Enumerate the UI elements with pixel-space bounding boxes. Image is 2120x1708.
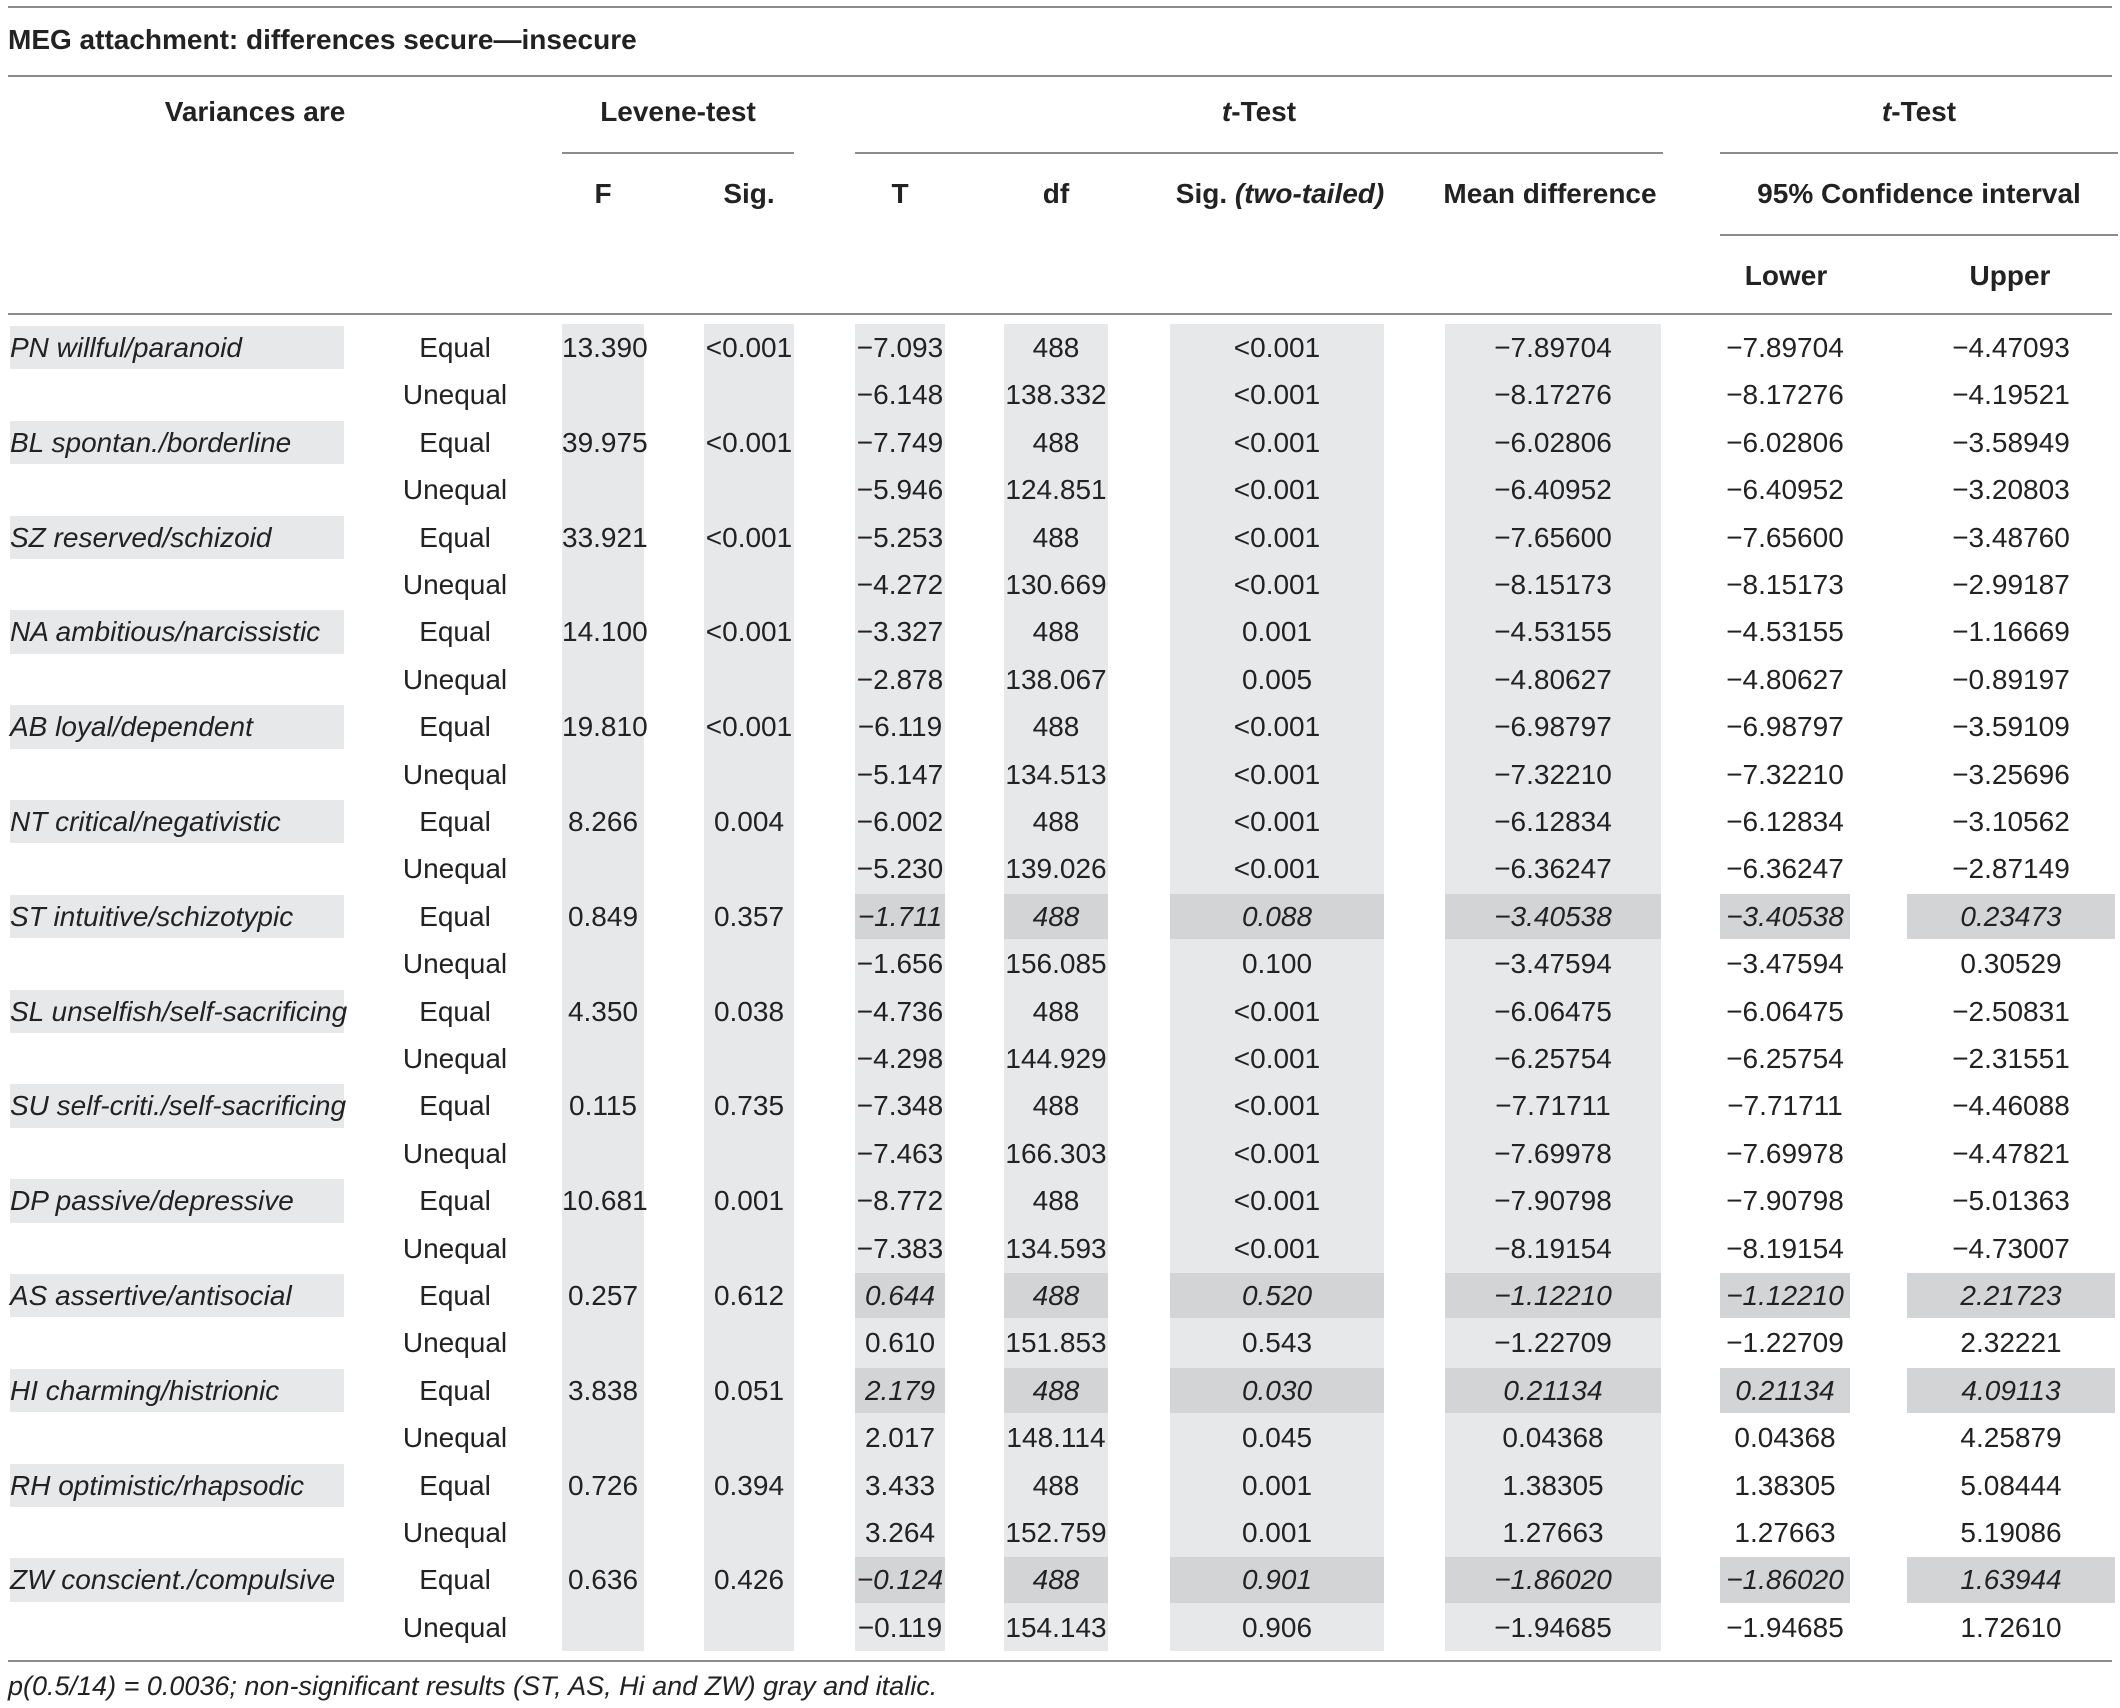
cell-lower: −6.06475 bbox=[1726, 995, 1844, 1027]
cell-df: 488 bbox=[1032, 1469, 1080, 1501]
cell-upper: −5.01363 bbox=[1952, 1185, 2070, 1217]
cell-sig: 0.038 bbox=[713, 995, 785, 1027]
variance-type-unequal: Unequal bbox=[402, 474, 508, 506]
row-label: SZ reserved/schizoid bbox=[10, 521, 272, 553]
cell-T: −5.946 bbox=[856, 474, 944, 506]
cell-upper: −2.87149 bbox=[1952, 853, 2070, 885]
cell-upper: −3.48760 bbox=[1952, 521, 2070, 553]
cell-upper: 1.63944 bbox=[1960, 1564, 2062, 1596]
cell-lower: −6.40952 bbox=[1726, 474, 1844, 506]
variance-type-equal: Equal bbox=[419, 1564, 491, 1596]
cell-md: −6.40952 bbox=[1494, 474, 1612, 506]
header-T: T bbox=[891, 178, 909, 209]
cell-df: 488 bbox=[1032, 332, 1080, 363]
cell-lower: −7.71711 bbox=[1727, 1090, 1843, 1122]
variance-type-equal: Equal bbox=[419, 1374, 491, 1406]
cell-df: 144.929 bbox=[1005, 1043, 1107, 1074]
cell-md: −7.32210 bbox=[1494, 758, 1612, 790]
header-mean-difference: Mean difference bbox=[1443, 178, 1657, 209]
cell-md: −6.25754 bbox=[1494, 1043, 1612, 1074]
variance-type-unequal: Unequal bbox=[402, 1517, 508, 1548]
cell-md: −7.71711 bbox=[1495, 1090, 1611, 1122]
cell-T: −7.093 bbox=[856, 332, 944, 363]
cell-sig2: 0.520 bbox=[1241, 1280, 1313, 1311]
cell-T: −0.124 bbox=[856, 1564, 944, 1596]
variance-type-unequal: Unequal bbox=[402, 1611, 508, 1643]
cell-sig2: <0.001 bbox=[1233, 995, 1321, 1027]
cell-F: 3.838 bbox=[567, 1374, 639, 1406]
variance-type-equal: Equal bbox=[419, 900, 491, 932]
cell-md: 0.04368 bbox=[1502, 1422, 1604, 1454]
cell-T: −2.878 bbox=[856, 663, 944, 695]
row-label: AS assertive/antisocial bbox=[10, 1280, 292, 1311]
cell-df: 138.332 bbox=[1005, 379, 1107, 411]
cell-lower: −7.69978 bbox=[1726, 1137, 1844, 1169]
variance-type-unequal: Unequal bbox=[402, 1422, 508, 1454]
header-confidence-interval: 95% Confidence interval bbox=[1757, 178, 2081, 209]
cell-df: 152.759 bbox=[1005, 1517, 1107, 1548]
cell-F: 8.266 bbox=[567, 806, 639, 837]
ttest-ci-underline bbox=[1720, 152, 2118, 154]
cell-lower: 1.38305 bbox=[1734, 1469, 1836, 1501]
cell-lower: −4.80627 bbox=[1726, 663, 1844, 695]
cell-df: 138.067 bbox=[1005, 663, 1107, 695]
header-ttest-rest: -Test bbox=[1231, 96, 1297, 127]
cell-sig2: <0.001 bbox=[1233, 521, 1321, 553]
cell-df: 124.851 bbox=[1005, 474, 1107, 506]
cell-df: 151.853 bbox=[1005, 1327, 1107, 1359]
cell-md: −4.80627 bbox=[1494, 663, 1612, 695]
cell-sig: 0.612 bbox=[713, 1280, 785, 1311]
cell-lower: −6.36247 bbox=[1726, 853, 1844, 885]
cell-upper: −3.59109 bbox=[1952, 711, 2070, 743]
cell-df: 134.593 bbox=[1005, 1232, 1107, 1264]
cell-md: −8.19154 bbox=[1494, 1232, 1612, 1264]
footnote: p(0.5/14) = 0.0036; non-significant results (ST, AS, Hi and ZW) gray and italic. bbox=[8, 1671, 938, 1701]
header-sig-two-tailed bbox=[1155, 174, 1405, 214]
variance-type-unequal: Unequal bbox=[402, 663, 508, 695]
cell-T: −6.148 bbox=[856, 379, 944, 411]
header-sig2-italic: (two-tailed) bbox=[1234, 178, 1385, 209]
cell-upper: −2.50831 bbox=[1952, 995, 2070, 1027]
cell-lower: −4.53155 bbox=[1726, 616, 1844, 648]
cell-sig2: <0.001 bbox=[1233, 711, 1321, 743]
cell-F: 39.975 bbox=[562, 426, 648, 458]
cell-md: −1.86020 bbox=[1494, 1564, 1612, 1596]
cell-T: −6.119 bbox=[857, 711, 943, 743]
cell-sig2: 0.901 bbox=[1241, 1564, 1313, 1596]
cell-T: −1.711 bbox=[857, 900, 943, 932]
row-label: SU self-criti./self-sacrificing bbox=[10, 1090, 347, 1122]
cell-T: −7.463 bbox=[856, 1137, 944, 1169]
cell-upper: 0.23473 bbox=[1960, 900, 2062, 932]
cell-md: −8.15173 bbox=[1494, 569, 1612, 600]
cell-F: 19.810 bbox=[562, 711, 648, 743]
cell-df: 488 bbox=[1032, 1374, 1080, 1406]
cell-sig2: <0.001 bbox=[1233, 1232, 1321, 1264]
cell-sig2: <0.001 bbox=[1233, 1185, 1321, 1217]
levene-underline bbox=[562, 152, 794, 154]
cell-md: 0.21134 bbox=[1503, 1374, 1603, 1406]
cell-md: −6.02806 bbox=[1494, 426, 1612, 458]
cell-upper: −4.19521 bbox=[1952, 379, 2070, 411]
cell-sig2: <0.001 bbox=[1233, 569, 1321, 600]
cell-T: −1.656 bbox=[856, 948, 944, 980]
cell-lower: −3.40538 bbox=[1726, 900, 1844, 932]
cell-T: −7.348 bbox=[856, 1090, 944, 1122]
bottom-rule bbox=[8, 1660, 2112, 1662]
cell-T: 0.644 bbox=[864, 1280, 936, 1311]
header-ttest-ci bbox=[1720, 92, 2118, 132]
cell-lower: −1.12210 bbox=[1726, 1280, 1844, 1311]
cell-upper: 1.72610 bbox=[1960, 1611, 2062, 1643]
header-sig2-plain: Sig. bbox=[1175, 178, 1235, 209]
cell-md: −1.12210 bbox=[1494, 1280, 1612, 1311]
cell-lower: −7.32210 bbox=[1726, 758, 1844, 790]
row-label: PN willful/paranoid bbox=[10, 332, 242, 363]
header-F: F bbox=[594, 178, 612, 209]
variance-type-unequal: Unequal bbox=[402, 758, 508, 790]
cell-upper: −2.31551 bbox=[1952, 1043, 2070, 1074]
cell-upper: 4.25879 bbox=[1960, 1422, 2062, 1454]
cell-F: 0.636 bbox=[567, 1564, 639, 1596]
row-label: AB loyal/dependent bbox=[10, 711, 253, 743]
cell-T: 3.264 bbox=[864, 1517, 936, 1548]
cell-md: −6.06475 bbox=[1494, 995, 1612, 1027]
header-lower: Lower bbox=[1744, 260, 1828, 291]
cell-T: −6.002 bbox=[856, 806, 944, 837]
cell-md: 1.38305 bbox=[1502, 1469, 1604, 1501]
cell-F: 14.100 bbox=[562, 616, 648, 648]
variance-type-equal: Equal bbox=[419, 616, 491, 648]
variance-type-equal: Equal bbox=[419, 521, 491, 553]
cell-df: 166.303 bbox=[1005, 1137, 1107, 1169]
cell-sig2: <0.001 bbox=[1233, 1137, 1321, 1169]
header-sig: Sig. bbox=[723, 178, 775, 209]
cell-df: 488 bbox=[1032, 1280, 1080, 1311]
cell-df: 488 bbox=[1032, 900, 1080, 932]
cell-sig2: 0.100 bbox=[1241, 948, 1313, 980]
header-bottom-rule bbox=[8, 313, 2112, 315]
cell-upper: 5.08444 bbox=[1960, 1469, 2062, 1501]
cell-upper: −4.47821 bbox=[1952, 1137, 2070, 1169]
cell-sig2: 0.045 bbox=[1241, 1422, 1313, 1454]
cell-sig2: <0.001 bbox=[1233, 1090, 1321, 1122]
cell-T: −7.383 bbox=[856, 1232, 944, 1264]
cell-T: 2.179 bbox=[864, 1374, 936, 1406]
cell-T: −4.736 bbox=[856, 995, 944, 1027]
cell-sig: 0.051 bbox=[713, 1374, 785, 1406]
cell-sig2: 0.005 bbox=[1241, 663, 1313, 695]
cell-F: 33.921 bbox=[562, 521, 648, 553]
cell-sig: <0.001 bbox=[705, 521, 793, 553]
variance-type-unequal: Unequal bbox=[402, 1043, 508, 1074]
ttest-underline bbox=[855, 152, 1663, 154]
cell-sig: <0.001 bbox=[705, 711, 793, 743]
cell-sig2: 0.906 bbox=[1241, 1611, 1313, 1643]
cell-sig2: 0.001 bbox=[1241, 1517, 1313, 1548]
cell-df: 488 bbox=[1032, 521, 1080, 553]
row-label: ZW conscient./compulsive bbox=[10, 1564, 336, 1596]
cell-sig2: <0.001 bbox=[1233, 474, 1321, 506]
cell-md: −1.94685 bbox=[1494, 1611, 1612, 1643]
row-label: NT critical/negativistic bbox=[10, 806, 281, 837]
cell-sig2: 0.088 bbox=[1241, 900, 1313, 932]
variance-type-unequal: Unequal bbox=[402, 948, 508, 980]
cell-F: 0.115 bbox=[569, 1090, 637, 1122]
cell-sig: 0.004 bbox=[713, 806, 785, 837]
cell-T: 2.017 bbox=[864, 1422, 936, 1454]
cell-F: 10.681 bbox=[562, 1185, 648, 1217]
cell-F: 4.350 bbox=[567, 995, 639, 1027]
cell-sig: 0.357 bbox=[713, 900, 785, 932]
cell-lower: −7.65600 bbox=[1726, 521, 1844, 553]
cell-lower: −7.90798 bbox=[1726, 1185, 1844, 1217]
cell-df: 154.143 bbox=[1005, 1611, 1107, 1643]
cell-lower: 1.27663 bbox=[1734, 1517, 1836, 1548]
cell-md: −4.53155 bbox=[1494, 616, 1612, 648]
cell-T: −5.147 bbox=[856, 758, 944, 790]
cell-md: −8.17276 bbox=[1494, 379, 1612, 411]
cell-lower: −3.47594 bbox=[1726, 948, 1844, 980]
cell-sig2: 0.030 bbox=[1241, 1374, 1313, 1406]
variance-type-unequal: Unequal bbox=[402, 569, 508, 600]
row-label: ST intuitive/schizotypic bbox=[10, 900, 294, 932]
cell-upper: 5.19086 bbox=[1960, 1517, 2062, 1548]
variance-type-equal: Equal bbox=[419, 1090, 491, 1122]
cell-T: −7.749 bbox=[856, 426, 944, 458]
cell-upper: 4.09113 bbox=[1961, 1374, 2061, 1406]
cell-lower: −8.17276 bbox=[1726, 379, 1844, 411]
header-upper: Upper bbox=[1969, 260, 2051, 291]
cell-F: 0.257 bbox=[567, 1280, 639, 1311]
cell-lower: −8.15173 bbox=[1726, 569, 1844, 600]
cell-df: 488 bbox=[1032, 1564, 1080, 1596]
cell-T: 3.433 bbox=[864, 1469, 936, 1501]
cell-lower: −6.02806 bbox=[1726, 426, 1844, 458]
cell-T: −8.772 bbox=[856, 1185, 944, 1217]
row-label: DP passive/depressive bbox=[10, 1185, 294, 1217]
variance-type-unequal: Unequal bbox=[402, 379, 508, 411]
cell-sig: <0.001 bbox=[705, 616, 793, 648]
cell-sig2: <0.001 bbox=[1233, 426, 1321, 458]
header-ttest-t: t bbox=[1221, 96, 1232, 127]
cell-sig2: 0.001 bbox=[1241, 616, 1313, 648]
cell-upper: −1.16669 bbox=[1952, 616, 2070, 648]
title-rule bbox=[8, 75, 2112, 77]
cell-upper: 0.30529 bbox=[1960, 948, 2062, 980]
cell-md: −7.65600 bbox=[1494, 521, 1612, 553]
cell-sig2: <0.001 bbox=[1233, 758, 1321, 790]
cell-T: −4.272 bbox=[856, 569, 944, 600]
row-label: RH optimistic/rhapsodic bbox=[10, 1469, 305, 1501]
cell-F: 13.390 bbox=[562, 332, 648, 363]
cell-T: 0.610 bbox=[864, 1327, 936, 1359]
cell-F: 0.726 bbox=[567, 1469, 639, 1501]
cell-upper: −3.20803 bbox=[1952, 474, 2070, 506]
cell-upper: −2.99187 bbox=[1952, 569, 2070, 600]
cell-df: 488 bbox=[1032, 616, 1080, 648]
cell-md: −7.90798 bbox=[1494, 1185, 1612, 1217]
cell-md: −6.12834 bbox=[1494, 806, 1612, 837]
cell-df: 488 bbox=[1032, 806, 1080, 837]
cell-lower: −6.25754 bbox=[1726, 1043, 1844, 1074]
variance-type-equal: Equal bbox=[419, 711, 491, 743]
row-label: NA ambitious/narcissistic bbox=[10, 616, 321, 648]
cell-md: −6.98797 bbox=[1494, 711, 1612, 743]
cell-lower: −8.19154 bbox=[1726, 1232, 1844, 1264]
cell-F: 0.849 bbox=[567, 900, 639, 932]
row-label: BL spontan./borderline bbox=[10, 426, 292, 458]
cell-T: −4.298 bbox=[856, 1043, 944, 1074]
cell-lower: 0.21134 bbox=[1735, 1374, 1835, 1406]
cell-upper: 2.32221 bbox=[1960, 1327, 2062, 1359]
cell-T: −5.230 bbox=[856, 853, 944, 885]
header-ttest-ci-rest: -Test bbox=[1891, 96, 1957, 127]
cell-lower: −1.86020 bbox=[1726, 1564, 1844, 1596]
cell-sig2: <0.001 bbox=[1233, 806, 1321, 837]
cell-upper: −3.58949 bbox=[1952, 426, 2070, 458]
cell-df: 130.669 bbox=[1005, 569, 1107, 600]
cell-md: −3.40538 bbox=[1494, 900, 1612, 932]
cell-upper: −3.10562 bbox=[1952, 806, 2070, 837]
variance-type-unequal: Unequal bbox=[402, 1327, 508, 1359]
cell-df: 488 bbox=[1032, 1185, 1080, 1217]
cell-lower: −1.22709 bbox=[1726, 1327, 1844, 1359]
cell-T: −5.253 bbox=[856, 521, 944, 553]
cell-df: 148.114 bbox=[1006, 1422, 1106, 1454]
cell-sig: 0.394 bbox=[713, 1469, 785, 1501]
cell-md: −7.69978 bbox=[1494, 1137, 1612, 1169]
variance-type-equal: Equal bbox=[419, 806, 491, 837]
header-variances: Variances are bbox=[164, 96, 346, 127]
cell-md: −7.89704 bbox=[1494, 332, 1612, 363]
variance-type-equal: Equal bbox=[419, 1280, 491, 1311]
cell-upper: −4.47093 bbox=[1952, 332, 2070, 363]
cell-sig: 0.426 bbox=[713, 1564, 785, 1596]
cell-df: 488 bbox=[1032, 995, 1080, 1027]
ci-underline bbox=[1720, 234, 2118, 236]
variance-type-equal: Equal bbox=[419, 1185, 491, 1217]
cell-lower: 0.04368 bbox=[1734, 1422, 1836, 1454]
cell-sig: <0.001 bbox=[705, 332, 793, 363]
cell-lower: −6.12834 bbox=[1726, 806, 1844, 837]
cell-df: 139.026 bbox=[1005, 853, 1107, 885]
cell-T: −0.119 bbox=[857, 1611, 943, 1643]
cell-sig2: 0.543 bbox=[1241, 1327, 1313, 1359]
cell-df: 134.513 bbox=[1005, 758, 1107, 790]
header-ttest bbox=[855, 92, 1663, 132]
cell-sig2: 0.001 bbox=[1241, 1469, 1313, 1501]
cell-sig: 0.735 bbox=[713, 1090, 785, 1122]
cell-upper: −3.25696 bbox=[1952, 758, 2070, 790]
variance-type-equal: Equal bbox=[419, 1469, 491, 1501]
cell-sig2: <0.001 bbox=[1233, 1043, 1321, 1074]
variance-type-equal: Equal bbox=[419, 426, 491, 458]
cell-md: 1.27663 bbox=[1502, 1517, 1604, 1548]
cell-sig: <0.001 bbox=[705, 426, 793, 458]
variance-type-equal: Equal bbox=[419, 995, 491, 1027]
cell-T: −3.327 bbox=[856, 616, 944, 648]
table-title: MEG attachment: differences secure—insecure bbox=[8, 24, 637, 55]
cell-lower: −6.98797 bbox=[1726, 711, 1844, 743]
cell-md: −3.47594 bbox=[1494, 948, 1612, 980]
row-label: SL unselfish/self-sacrificing bbox=[10, 995, 348, 1027]
cell-upper: −4.73007 bbox=[1952, 1232, 2070, 1264]
cell-df: 488 bbox=[1032, 1090, 1080, 1122]
cell-df: 488 bbox=[1032, 711, 1080, 743]
cell-df: 488 bbox=[1032, 426, 1080, 458]
cell-upper: 2.21723 bbox=[1960, 1280, 2062, 1311]
variance-type-unequal: Unequal bbox=[402, 1137, 508, 1169]
variance-type-unequal: Unequal bbox=[402, 853, 508, 885]
top-rule bbox=[8, 6, 2112, 8]
cell-df: 156.085 bbox=[1005, 948, 1107, 980]
cell-sig2: <0.001 bbox=[1233, 853, 1321, 885]
row-label: HI charming/histrionic bbox=[10, 1374, 280, 1406]
cell-lower: −1.94685 bbox=[1726, 1611, 1844, 1643]
cell-sig2: <0.001 bbox=[1233, 379, 1321, 411]
variance-type-unequal: Unequal bbox=[402, 1232, 508, 1264]
cell-lower: −7.89704 bbox=[1726, 332, 1844, 363]
header-df: df bbox=[1042, 178, 1070, 209]
cell-upper: −4.46088 bbox=[1952, 1090, 2070, 1122]
header-ttest-ci-t: t bbox=[1881, 96, 1892, 127]
cell-md: −6.36247 bbox=[1494, 853, 1612, 885]
cell-sig: 0.001 bbox=[713, 1185, 785, 1217]
cell-md: −1.22709 bbox=[1494, 1327, 1612, 1359]
header-levene: Levene-test bbox=[600, 96, 756, 127]
cell-upper: −0.89197 bbox=[1952, 663, 2070, 695]
variance-type-equal: Equal bbox=[419, 332, 491, 363]
cell-sig2: <0.001 bbox=[1233, 332, 1321, 363]
